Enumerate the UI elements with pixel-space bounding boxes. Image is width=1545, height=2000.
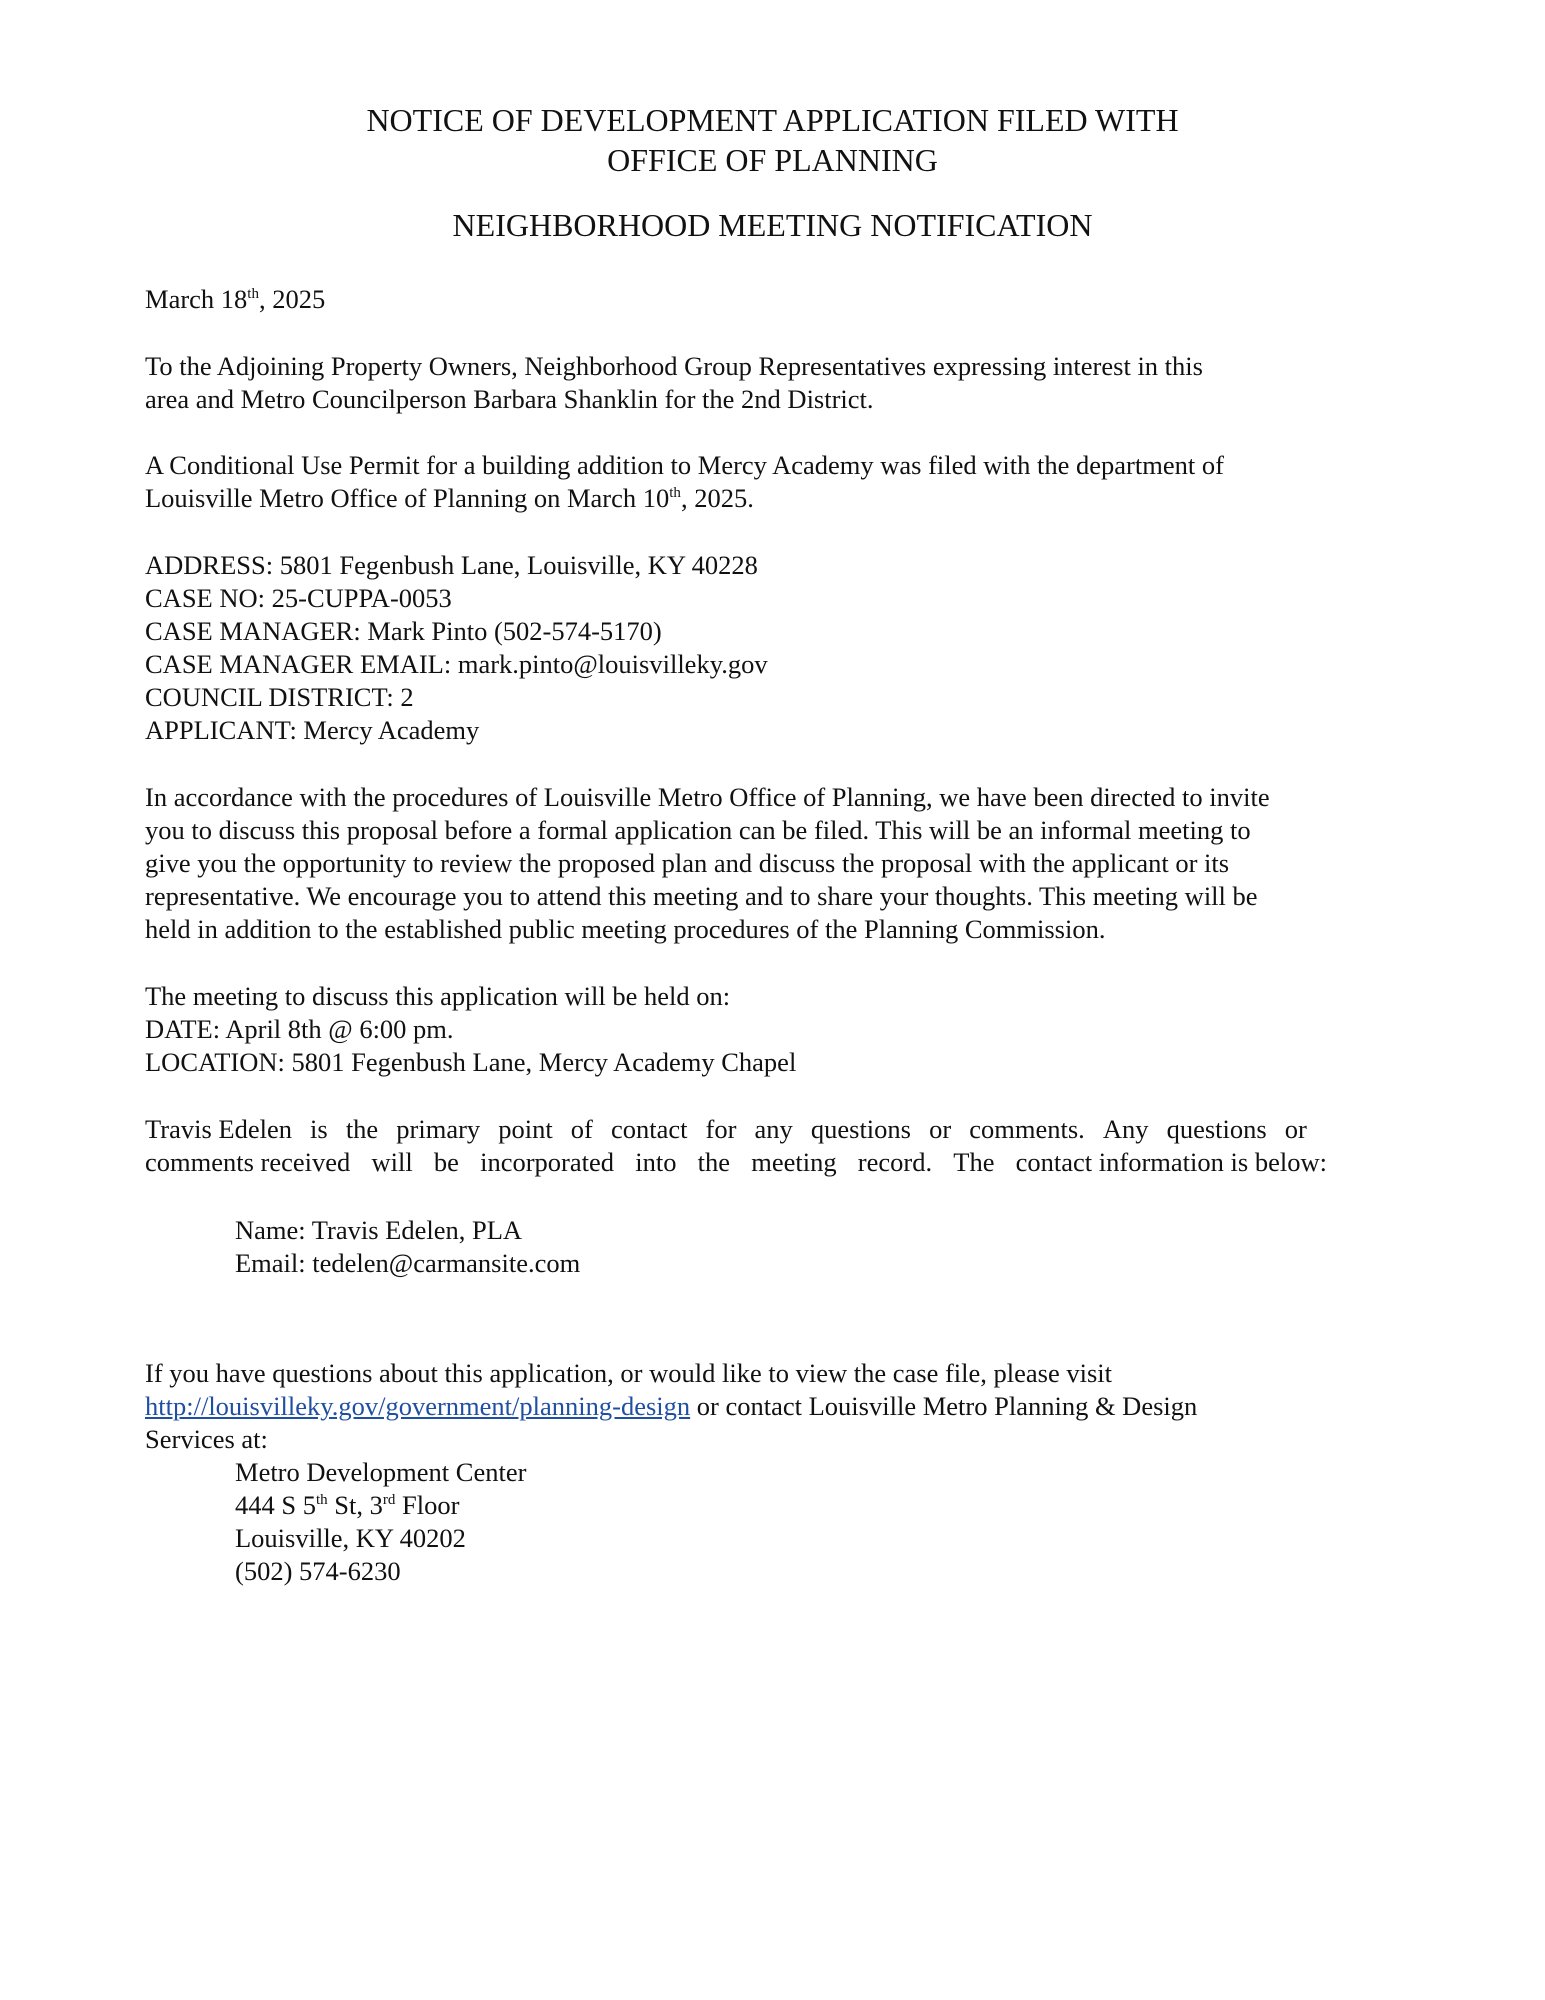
planning-design-link[interactable]: http://louisvilleky.gov/government/planning-design	[145, 1391, 691, 1421]
case-manager-email: CASE MANAGER EMAIL: mark.pinto@louisvilleky.gov	[145, 649, 768, 679]
notice-title-line-2: OFFICE OF PLANNING	[607, 142, 938, 178]
procedure-line-5: held in addition to the established public meeting procedures of the Planning Commission.	[145, 914, 1106, 944]
contact-intro-line-1: Travis Edelen is the primary point of contact for any questions or comments. Any questions or	[145, 1114, 1307, 1144]
meeting-date: DATE: April 8th @ 6:00 pm.	[145, 1014, 454, 1044]
case-manager: CASE MANAGER: Mark Pinto (502-574-5170)	[145, 616, 662, 646]
contact-name: Name: Travis Edelen, PLA	[235, 1215, 523, 1245]
notice-title-line-1: NOTICE OF DEVELOPMENT APPLICATION FILED WITH	[366, 102, 1179, 138]
filing-line-1: A Conditional Use Permit for a building addition to Mercy Academy was filed with the department of	[145, 450, 1224, 480]
notice-subtitle: NEIGHBORHOOD MEETING NOTIFICATION	[452, 207, 1093, 243]
applicant: APPLICANT: Mercy Academy	[145, 715, 480, 745]
office-street: 444 S 5th St, 3rd Floor	[235, 1490, 460, 1520]
case-number: CASE NO: 25-CUPPA-0053	[145, 583, 452, 613]
procedure-line-1: In accordance with the procedures of Louisville Metro Office of Planning, we have been directed to invite	[145, 782, 1270, 812]
footer-line-1: If you have questions about this application, or would like to view the case file, please visit	[145, 1358, 1113, 1388]
procedure-line-4: representative. We encourage you to attend this meeting and to share your thoughts. This meeting will be	[145, 881, 1258, 911]
footer-line-2: http://louisvilleky.gov/government/planning-design or contact Louisville Metro Planning & Design	[145, 1391, 1198, 1421]
case-address: ADDRESS: 5801 Fegenbush Lane, Louisville, KY 40228	[145, 550, 758, 580]
contact-intro-line-2: comments received will be incorporated into the meeting record. The contact information is below:	[145, 1147, 1327, 1177]
procedure-line-2: you to discuss this proposal before a formal application can be filed. This will be an informal meeting to	[145, 815, 1251, 845]
office-name: Metro Development Center	[235, 1457, 527, 1487]
salutation-line-1: To the Adjoining Property Owners, Neighborhood Group Representatives expressing interest in this	[145, 351, 1203, 381]
office-phone: (502) 574-6230	[235, 1556, 401, 1586]
council-district: COUNCIL DISTRICT: 2	[145, 682, 414, 712]
meeting-intro: The meeting to discuss this application will be held on:	[145, 981, 731, 1011]
letter-date: March 18th, 2025	[145, 284, 326, 314]
office-city: Louisville, KY 40202	[235, 1523, 466, 1553]
meeting-location: LOCATION: 5801 Fegenbush Lane, Mercy Academy Chapel	[145, 1047, 797, 1077]
filing-line-2: Louisville Metro Office of Planning on March 10th, 2025.	[145, 483, 754, 513]
footer-line-3: Services at:	[145, 1424, 268, 1454]
salutation-line-2: area and Metro Councilperson Barbara Shanklin for the 2nd District.	[145, 384, 874, 414]
contact-email: Email: tedelen@carmansite.com	[235, 1248, 581, 1278]
procedure-line-3: give you the opportunity to review the proposed plan and discuss the proposal with the applicant or its	[145, 848, 1230, 878]
